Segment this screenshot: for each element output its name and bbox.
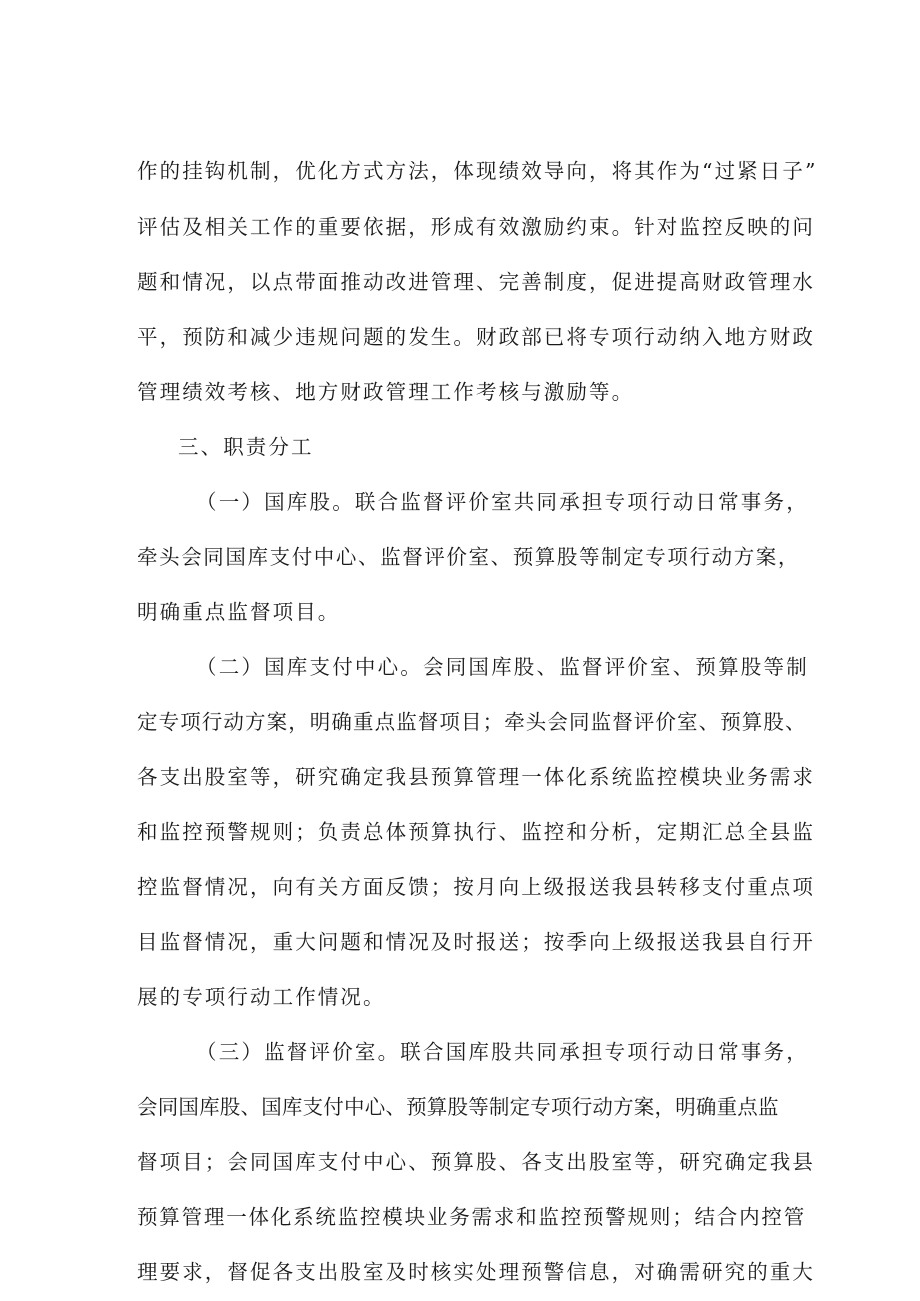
paragraph-line: 和监控预警规则；负责总体预算执行、监控和分析，定期汇总全县监 [137,820,815,844]
paragraph-line: 展的专项行动工作情况。 [137,985,386,1009]
paragraph-line: （一）国库股。联合监督评价室共同承担专项行动日常事务， [196,490,809,514]
section-heading: 三、职责分工 [178,435,314,459]
paragraph-line: （三）监督评价室。联合国库股共同承担专项行动日常事务， [196,1040,809,1064]
paragraph-line: 题和情况，以点带面推动改进管理、完善制度，促进提高财政管理水 [137,270,815,294]
paragraph-line: 会同国库股、国库支付中心、预算股等制定专项行动方案，明确重点监 [137,1095,779,1119]
paragraph-line: 牵头会同国库支付中心、监督评价室、预算股等制定专项行动方案， [137,545,800,569]
paragraph-line: 定专项行动方案，明确重点监督项目；牵头会同监督评价室、预算股、 [137,710,807,734]
paragraph-line: 评估及相关工作的重要依据，形成有效激励约束。针对监控反映的问 [137,215,815,239]
paragraph-line: 作的挂钩机制，优化方式方法，体现绩效导向，将其作为“过紧日子” [137,159,818,183]
paragraph-line: 平，预防和减少违规问题的发生。财政部已将专项行动纳入地方财政 [137,325,815,349]
paragraph-line: 预算管理一体化系统监控模块业务需求和监控预警规则；结合内控管 [137,1205,806,1229]
paragraph-line: 管理绩效考核、地方财政管理工作考核与激励等。 [137,380,635,404]
paragraph-line: 理要求，督促各支出股室及时核实处理预警信息，对确需研究的重大 [137,1260,815,1284]
paragraph-line: 目监督情况，重大问题和情况及时报送；按季向上级报送我县自行开 [137,930,815,954]
paragraph-line: 各支出股室等，研究确定我县预算管理一体化系统监控模块业务需求 [137,765,815,789]
paragraph-line: （二）国库支付中心。会同国库股、监督评价室、预算股等制 [196,655,809,679]
paragraph-line: 明确重点监督项目。 [137,600,341,624]
paragraph-line: 控监督情况，向有关方面反馈；按月向上级报送我县转移支付重点项 [137,875,815,899]
paragraph-line: 督项目；会同国库支付中心、预算股、各支出股室等，研究确定我县 [137,1150,815,1174]
